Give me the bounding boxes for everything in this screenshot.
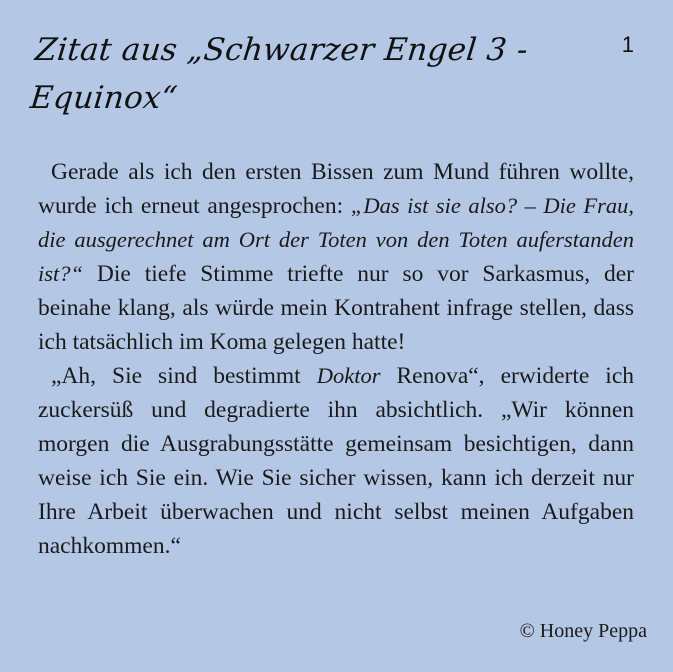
copyright-notice: © Honey Peppa — [519, 620, 647, 642]
paragraph-1-run-1: Gerade als ich den ersten Bissen zum Mund führen wollte, wurde ich erneut angesprochen: — [38, 159, 634, 219]
paragraph-1-run-3: Die tiefe Stimme triefte nur so vor Sarkasmus, der beinahe klang, als würde mein Kontrahent infrage stellen, dass ich tatsächlich im Koma gelegen hatte! — [38, 261, 634, 355]
paragraph-1-run-2: „Das ist sie also? – Die Frau, die ausgerechnet am Ort der Toten von den Toten auferstanden ist?“ — [38, 193, 635, 286]
quote-body — [38, 155, 634, 563]
paragraph-1 — [38, 155, 634, 359]
quote-title: Zitat aus „Schwarzer Engel 3 - Equinox“ — [28, 32, 530, 116]
paragraph-2-run-1: „Ah, Sie sind bestimmt — [51, 363, 317, 389]
paragraph-2-run-2: Doktor — [316, 363, 381, 388]
paragraph-2 — [38, 359, 634, 563]
page-number: 1 — [621, 32, 634, 57]
paragraph-2-run-3: Renova“, erwiderte ich zuckersüß und degradierte ihn absichtlich. „Wir können morgen die Ausgrabungsstätte gemeinsam besichtigen, dann weise ich Sie ein. Wie Sie sicher wissen, kann ich derzeit nur Ihre Arbeit überwachen und nicht selbst meinen Aufgaben nachkommen.“ — [38, 363, 634, 559]
